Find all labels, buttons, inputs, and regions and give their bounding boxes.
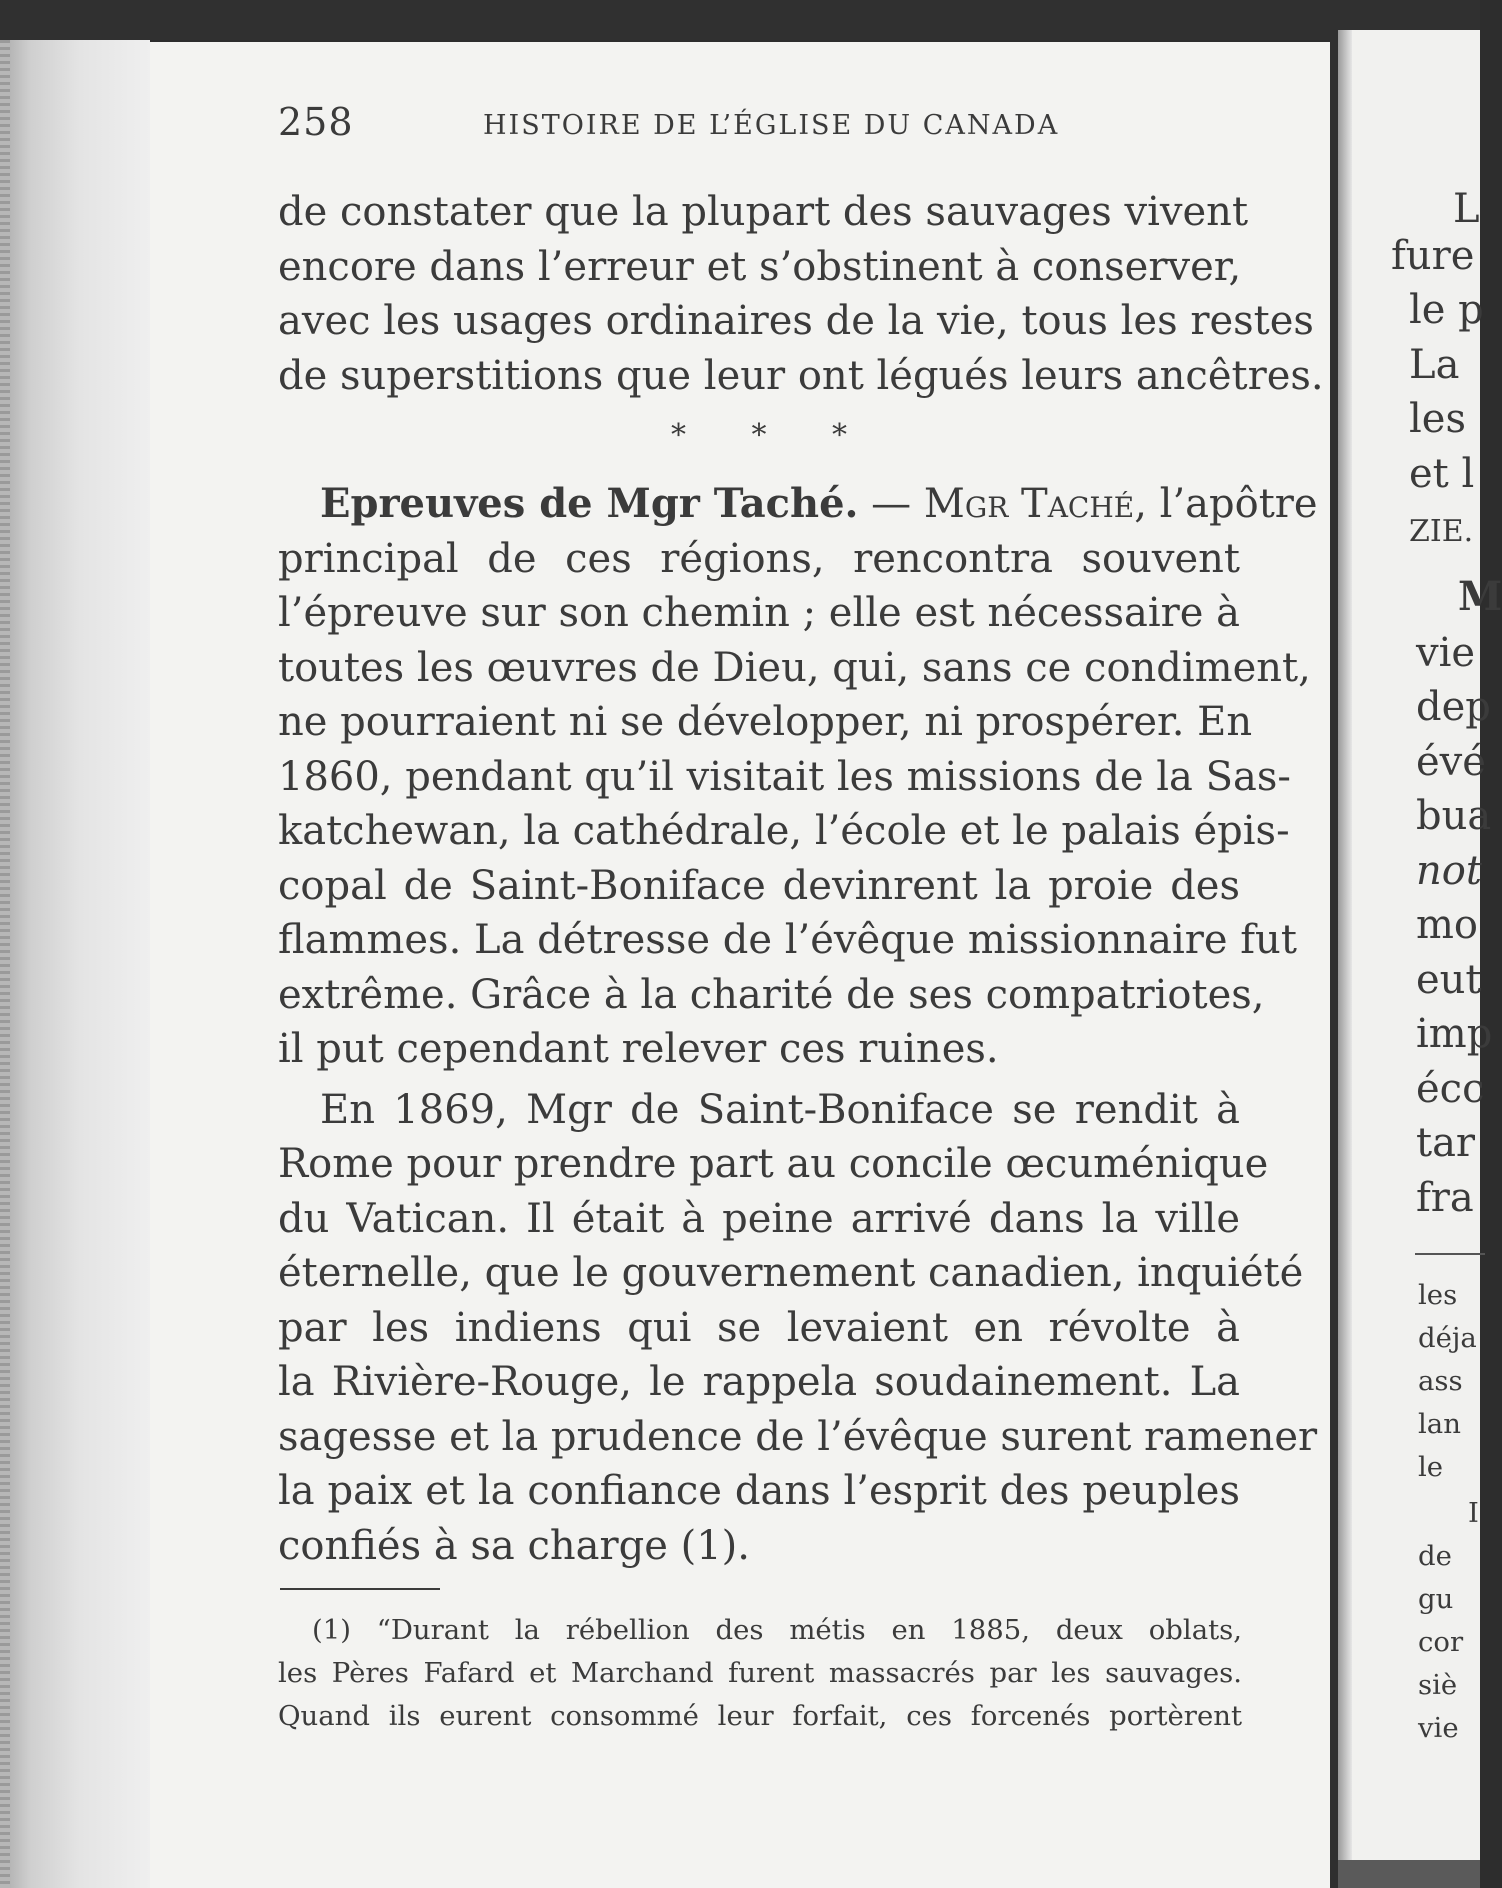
text-line: encore dans l’erreur et s’obstinent à conserver,	[278, 243, 1242, 290]
footnote-line: (1) “Durant la rébellion des métis en 1885, deux oblats,	[312, 1614, 1242, 1646]
text-line: principal de ces régions, rencontra souvent	[278, 535, 1240, 582]
footnote-rule	[280, 1588, 440, 1590]
text-line: du Vatican. Il était à peine arrivé dans la ville	[278, 1195, 1240, 1242]
text-line: extrême. Grâce à la charité de ses compatriotes,	[278, 971, 1265, 1018]
right-page-fragment: dep	[1416, 684, 1491, 730]
scan-background	[0, 0, 1480, 40]
text-line: sagesse et la prudence de l’évêque surent ramener	[278, 1413, 1318, 1460]
right-page-fragment: eut	[1416, 957, 1482, 1003]
right-page-fragment: mo	[1416, 902, 1479, 948]
text-line: 1860, pendant qu’il visitait les missions de la Sas-	[278, 753, 1291, 800]
book-gutter	[1330, 30, 1338, 1888]
right-page-fragment: et l	[1409, 451, 1475, 497]
text-line	[278, 477, 1318, 532]
right-page-fragment: évé	[1416, 739, 1486, 785]
section-heading: Epreuves de Mgr Taché.	[320, 480, 859, 527]
text-line: katchewan, la cathédrale, l’école et le palais épis-	[278, 808, 1290, 854]
right-page-fragment: siè	[1418, 1669, 1458, 1701]
text-line: par les indiens qui se levaient en révolte à	[278, 1304, 1240, 1351]
text-line: la Rivière-Rouge, le rappela soudainement. La	[278, 1359, 1240, 1405]
text-fragment: l’apôtre	[1146, 481, 1318, 527]
text-line: de constater que la plupart des sauvages vivent	[278, 189, 1249, 235]
right-page-fragment: déja	[1418, 1322, 1477, 1354]
right-page-fragment: not	[1416, 848, 1482, 894]
text-line: de superstitions que leur ont légués leurs ancêtres.	[278, 352, 1324, 399]
text-line: il put cependant relever ces ruines.	[278, 1026, 999, 1072]
text-line: l’épreuve sur son chemin ; elle est nécessaire à	[278, 590, 1240, 636]
bottom-shadow	[1338, 1860, 1480, 1888]
text-line: copal de Saint-Boniface devinrent la proie des	[278, 862, 1240, 909]
right-page-fragment: imp	[1416, 1011, 1493, 1057]
section-separator: * * *	[670, 418, 876, 453]
right-page-fragment: ass	[1418, 1365, 1463, 1397]
footnote-line: Quand ils eurent consommé leur forfait, ces forcenés portèrent	[278, 1700, 1242, 1732]
right-page-fragment: tar	[1416, 1120, 1476, 1166]
running-title: HISTOIRE DE L’ÉGLISE DU CANADA	[483, 110, 1060, 141]
text-line: confiés à sa charge (1).	[278, 1522, 750, 1569]
text-line: En 1869, Mgr de Saint-Boniface se rendit à	[320, 1086, 1240, 1133]
text-line: toutes les œuvres de Dieu, qui, sans ce condiment,	[278, 644, 1311, 691]
right-page-fragment: gu	[1418, 1583, 1454, 1615]
paragraph-1	[278, 185, 1324, 403]
person-name: Mgr Taché,	[923, 481, 1147, 527]
right-page-fragment: fra	[1416, 1175, 1474, 1221]
text-line: flammes. La détresse de l’évêque missionnaire fut	[278, 917, 1297, 963]
paragraph-3	[278, 1083, 1318, 1574]
text-line: éternelle, que le gouvernement canadien, inquiété	[278, 1250, 1304, 1296]
body-text	[278, 185, 1324, 1573]
right-page-fragment: de	[1418, 1540, 1452, 1572]
right-page-fragment: lan	[1418, 1408, 1461, 1440]
text-line: Rome pour prendre part au concile œcuménique	[278, 1141, 1269, 1187]
right-page-fragment: les	[1409, 396, 1466, 442]
gutter-shadow	[1338, 30, 1352, 1888]
page-header	[278, 100, 1238, 150]
right-page-fragment: vie	[1418, 1712, 1459, 1744]
paragraph-2	[278, 477, 1318, 1077]
right-page-fragment: bua	[1416, 793, 1492, 839]
right-page-fragment: cor	[1418, 1626, 1464, 1658]
right-page-fragment: fure	[1391, 233, 1475, 279]
footnote-line: les Pères Fafard et Marchand furent massacrés par les sauvages.	[278, 1657, 1242, 1689]
right-page-fragment: M	[1458, 573, 1502, 620]
footnote	[278, 1609, 1242, 1738]
right-page-fragment: La	[1409, 342, 1460, 388]
right-page-fragment: les	[1418, 1279, 1458, 1311]
text-line: ne pourraient ni se développer, ni prospérer. En	[278, 699, 1253, 745]
right-page-footnote-rule	[1415, 1253, 1485, 1255]
book-page-edges	[0, 40, 150, 1888]
text-line: avec les usages ordinaires de la vie, tous les restes	[278, 298, 1314, 344]
right-page-fragment: le p	[1409, 287, 1484, 333]
right-page-fragment: vie	[1416, 630, 1476, 676]
page-number: 258	[278, 100, 354, 144]
text-line: la paix et la confiance dans l’esprit des peuples	[278, 1468, 1240, 1514]
right-page-fragment: écc	[1416, 1066, 1485, 1112]
right-page-fragment: ZIE.	[1409, 514, 1474, 549]
heading-dash: —	[858, 481, 924, 527]
right-page-fragment: I	[1468, 1497, 1479, 1529]
right-page-fragment: L	[1453, 186, 1480, 232]
right-page-fragment: le	[1418, 1451, 1444, 1483]
